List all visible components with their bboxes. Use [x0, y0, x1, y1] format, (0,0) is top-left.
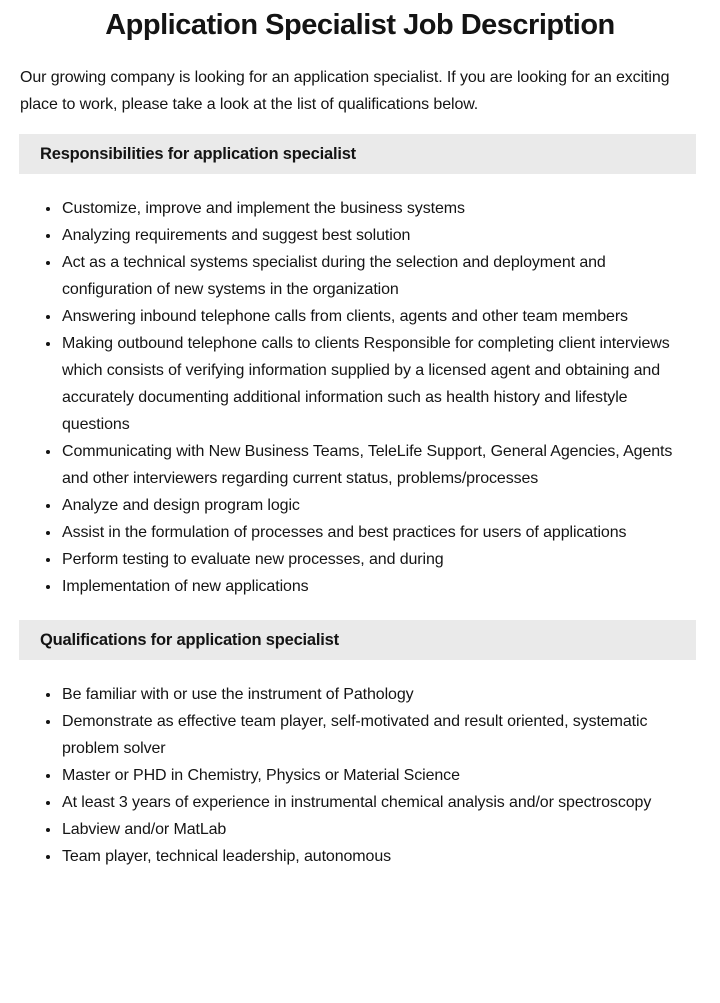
- list-item: • Analyzing requirements and suggest best solution: [61, 222, 696, 249]
- list-item: • Assist in the formulation of processes and best practices for users of applications: [61, 519, 696, 546]
- list-item: • Analyze and design program logic: [61, 492, 696, 519]
- section-heading-text: Responsibilities for application specialist: [40, 144, 356, 163]
- list-item: • Answering inbound telephone calls from clients, agents and other team members: [61, 303, 696, 330]
- responsibilities-list: [0, 195, 696, 600]
- list-item: • Labview and/or MatLab: [61, 816, 696, 843]
- list-item: • Customize, improve and implement the business systems: [61, 195, 696, 222]
- list-item: • Perform testing to evaluate new processes, and during: [61, 546, 696, 573]
- list-item: • Act as a technical systems specialist during the selection and deployment and configuration of new systems in the organization: [61, 249, 696, 303]
- qualifications-list: [0, 681, 696, 870]
- section-heading-text: Qualifications for application specialist: [40, 630, 339, 649]
- intro-paragraph: Our growing company is looking for an application specialist. If you are looking for an exciting place to work, please take a look at the list of qualifications below.: [20, 69, 670, 113]
- list-item: • At least 3 years of experience in instrumental chemical analysis and/or spectroscopy: [61, 789, 696, 816]
- list-item: • Master or PHD in Chemistry, Physics or Material Science: [61, 762, 696, 789]
- list-item: • Demonstrate as effective team player, self-motivated and result oriented, systematic problem solver: [61, 708, 696, 762]
- list-item: • Be familiar with or use the instrument of Pathology: [61, 681, 696, 708]
- list-item: • Communicating with New Business Teams, TeleLife Support, General Agencies, Agents and other interviewers regarding current status, problems/processes: [61, 438, 696, 492]
- list-item: • Making outbound telephone calls to clients Responsible for completing client interviews which consists of verifying information supplied by a licensed agent and obtaining and accurately documenting additional information such as health history and lifestyle questions: [61, 330, 696, 438]
- list-item: • Implementation of new applications: [61, 573, 696, 600]
- section-header-responsibilities: [19, 134, 696, 174]
- page-title: Application Specialist Job Description: [105, 9, 615, 41]
- section-header-qualifications: [19, 620, 696, 660]
- list-item: • Team player, technical leadership, autonomous: [61, 843, 696, 870]
